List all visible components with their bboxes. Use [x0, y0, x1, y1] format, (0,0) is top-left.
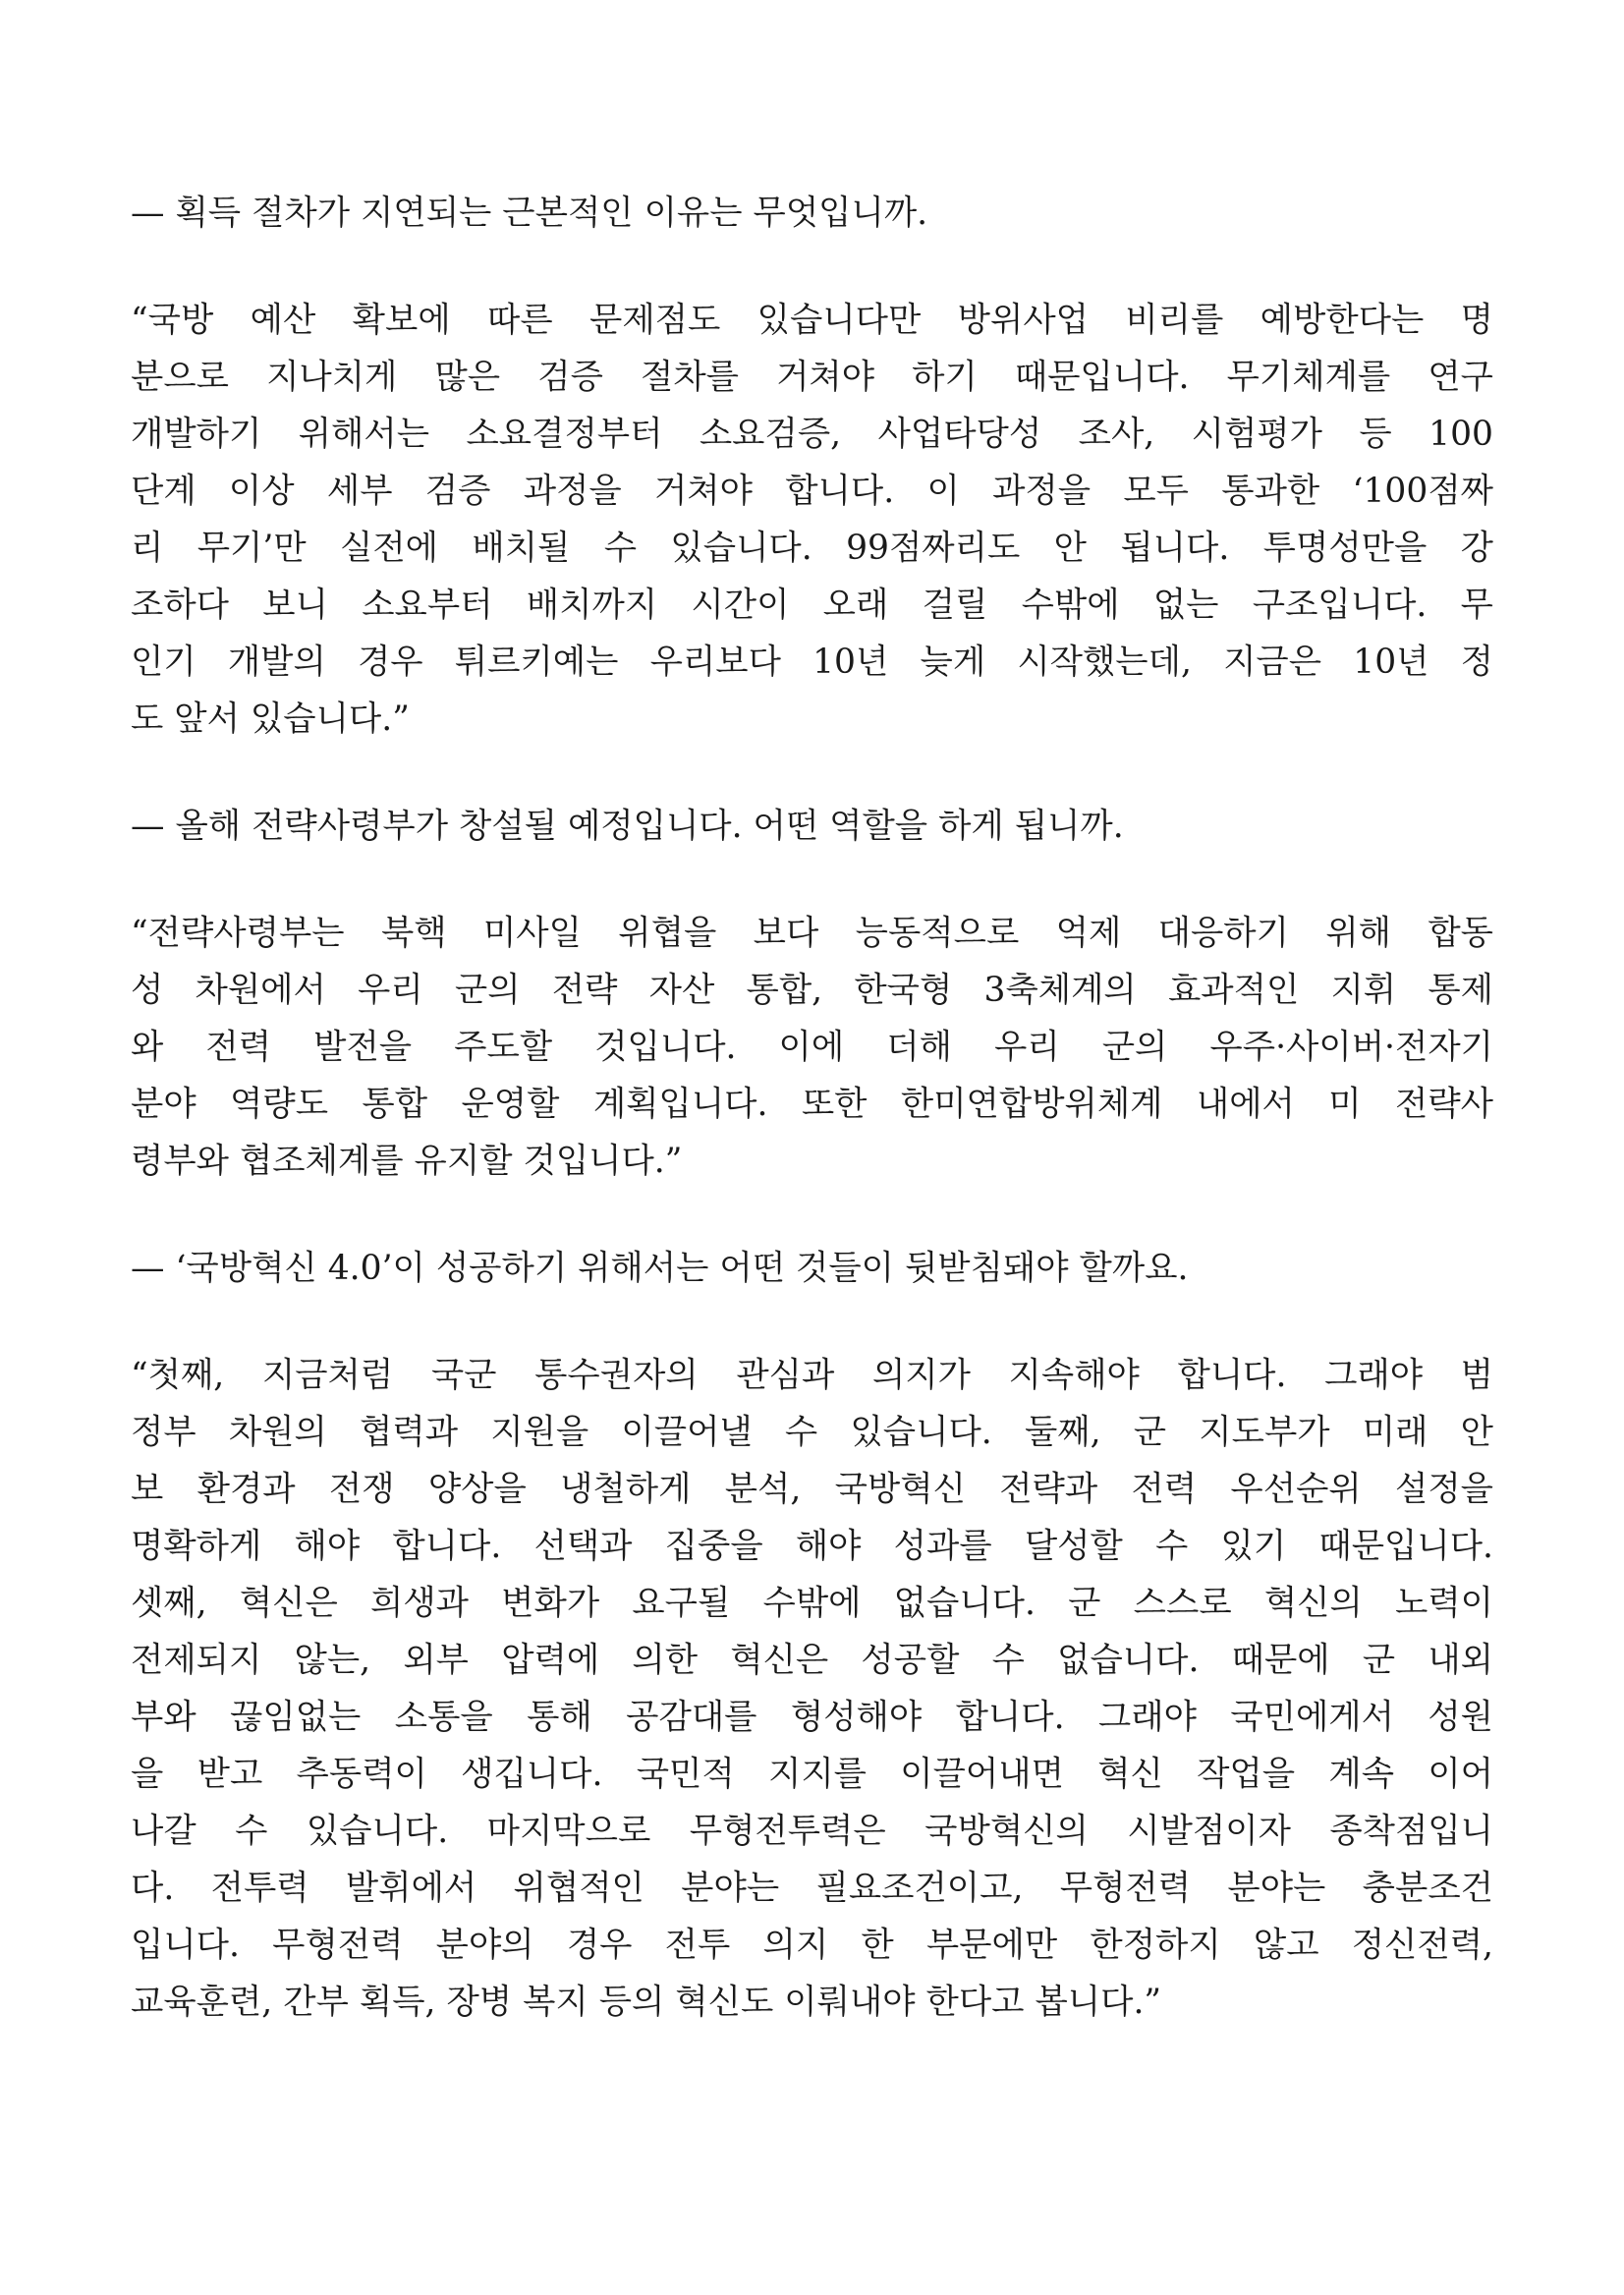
- text-line: 분야 역량도 통합 운영할 계획입니다. 또한 한미연합방위체계 내에서 미 전략사: [131, 1085, 1493, 1124]
- text-line: 단계 이상 세부 검증 과정을 거쳐야 합니다. 이 과정을 모두 통과한 ‘100점짜: [131, 472, 1493, 511]
- text-line: “전략사령부는 북핵 미사일 위협을 보다 능동적으로 억제 대응하기 위해 합동: [131, 914, 1493, 953]
- text-line: 리 무기’만 실전에 배치될 수 있습니다. 99점짜리도 안 됩니다. 투명성만을 강: [131, 529, 1493, 568]
- text-line: — 올해 전략사령부가 창설될 예정입니다. 어떤 역할을 하게 됩니까.: [131, 807, 1124, 846]
- question-paragraph: [131, 185, 1493, 242]
- text-line: 령부와 협조체계를 유지할 것입니다.”: [131, 1142, 683, 1181]
- text-line: 분으로 지나치게 많은 검증 절차를 거쳐야 하기 때문입니다. 무기체계를 연구: [131, 358, 1493, 397]
- text-line: 교육훈련, 간부 획득, 장병 복지 등의 혁신도 이뤄내야 한다고 봅니다.”: [131, 1983, 1162, 2022]
- text-line: 셋째, 혁신은 희생과 변화가 요구될 수밖에 없습니다. 군 스스로 혁신의 노력이: [131, 1584, 1493, 1623]
- question-paragraph: [131, 1240, 1493, 1297]
- interview-body: [131, 185, 1493, 2081]
- text-line: 조하다 보니 소요부터 배치까지 시간이 오래 걸릴 수밖에 없는 구조입니다. 무: [131, 586, 1493, 625]
- answer-paragraph: [131, 292, 1493, 748]
- text-line: 성 차원에서 우리 군의 전략 자산 통합, 한국형 3축체계의 효과적인 지휘 통제: [131, 971, 1493, 1010]
- text-line: — 획득 절차가 지연되는 근본적인 이유는 무엇입니까.: [131, 194, 928, 233]
- text-line: 나갈 수 있습니다. 마지막으로 무형전투력은 국방혁신의 시발점이자 종착점입니: [131, 1812, 1493, 1851]
- question-paragraph: [131, 798, 1493, 855]
- text-line: 개발하기 위해서는 소요결정부터 소요검증, 사업타당성 조사, 시험평가 등 100: [131, 415, 1493, 454]
- text-line: 정부 차원의 협력과 지원을 이끌어낼 수 있습니다. 둘째, 군 지도부가 미래 안: [131, 1413, 1493, 1452]
- text-line: 명확하게 해야 합니다. 선택과 집중을 해야 성과를 달성할 수 있기 때문입니다.: [131, 1527, 1493, 1566]
- text-line: 부와 끊임없는 소통을 통해 공감대를 형성해야 합니다. 그래야 국민에게서 성원: [131, 1698, 1493, 1737]
- text-line: 와 전력 발전을 주도할 것입니다. 이에 더해 우리 군의 우주·사이버·전자기: [131, 1028, 1493, 1067]
- text-line: 보 환경과 전쟁 양상을 냉철하게 분석, 국방혁신 전략과 전력 우선순위 설정을: [131, 1470, 1493, 1509]
- text-line: 다. 전투력 발휘에서 위협적인 분야는 필요조건이고, 무형전력 분야는 충분조건: [131, 1869, 1493, 1908]
- text-line: “국방 예산 확보에 따른 문제점도 있습니다만 방위사업 비리를 예방한다는 명: [131, 301, 1493, 340]
- answer-paragraph: [131, 905, 1493, 1190]
- answer-paragraph: [131, 1347, 1493, 2031]
- text-line: “첫째, 지금처럼 국군 통수권자의 관심과 의지가 지속해야 합니다. 그래야 범: [131, 1356, 1493, 1395]
- text-line: 전제되지 않는, 외부 압력에 의한 혁신은 성공할 수 없습니다. 때문에 군 내외: [131, 1641, 1493, 1680]
- text-line: 을 받고 추동력이 생깁니다. 국민적 지지를 이끌어내면 혁신 작업을 계속 이어: [131, 1755, 1493, 1794]
- text-line: — ‘국방혁신 4.0’이 성공하기 위해서는 어떤 것들이 뒷받침돼야 할까요.: [131, 1249, 1189, 1288]
- text-line: 도 앞서 있습니다.”: [131, 700, 410, 739]
- text-line: 인기 개발의 경우 튀르키예는 우리보다 10년 늦게 시작했는데, 지금은 10년 정: [131, 643, 1493, 682]
- text-line: 입니다. 무형전력 분야의 경우 전투 의지 한 부문에만 한정하지 않고 정신전력,: [131, 1926, 1493, 1965]
